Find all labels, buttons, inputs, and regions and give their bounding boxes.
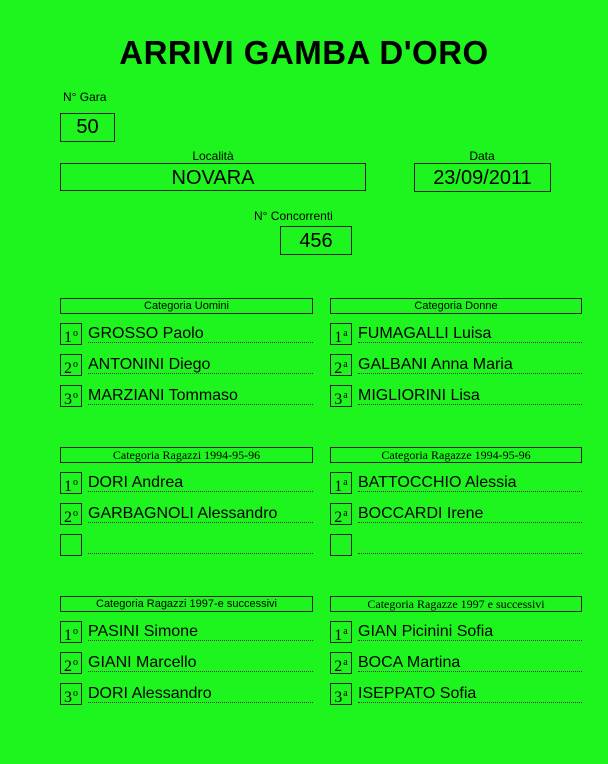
rank-box[interactable] [60,503,82,525]
rank-box[interactable] [60,472,82,494]
rank-number: 2 [334,658,343,675]
rank-ordinal: a [343,390,348,401]
rank-number: 3 [334,689,343,706]
competitor-name[interactable]: DORI Andrea [88,472,313,492]
competitor-name[interactable]: MARZIANI Tommaso [88,385,313,405]
rank-ordinal: o [73,626,78,637]
rank-ordinal: o [73,657,78,668]
rank-ordinal: o [73,477,78,488]
competitor-name[interactable] [88,534,313,554]
competitor-name[interactable]: PASINI Simone [88,621,313,641]
localita-label: Località [192,149,234,163]
rank-box[interactable] [60,621,82,643]
rank-box[interactable] [60,354,82,376]
rank-number: 1 [334,627,343,644]
rank-ordinal: o [73,359,78,370]
rank-box[interactable] [60,652,82,674]
data-field[interactable]: 23/09/2011 [414,163,551,192]
rank-ordinal: a [343,657,348,668]
rank-ordinal: a [343,626,348,637]
rank-box[interactable] [60,534,82,556]
competitor-name[interactable]: MIGLIORINI Lisa [358,385,582,405]
rank-box[interactable] [330,354,352,376]
rank-ordinal: o [73,508,78,519]
rank-box[interactable] [330,503,352,525]
gara-field[interactable]: 50 [60,113,115,142]
competitor-name[interactable]: GROSSO Paolo [88,323,313,343]
rank-box[interactable] [330,472,352,494]
rank-number: 3 [64,391,72,408]
rank-ordinal: a [343,328,348,339]
competitor-name[interactable]: BATTOCCHIO Alessia [358,472,582,492]
rank-number: 2 [64,360,72,377]
rank-box[interactable] [60,385,82,407]
rank-box[interactable] [330,385,352,407]
category-header: Categoria Ragazze 1994-95-96 [330,447,582,463]
rank-ordinal: a [343,359,348,370]
category-header: Categoria Ragazze 1997 e successivi [330,596,582,612]
rank-box[interactable] [330,621,352,643]
localita-field[interactable]: NOVARA [60,163,366,191]
rank-box[interactable] [60,683,82,705]
rank-number: 2 [64,658,72,675]
rank-number: 1 [64,627,72,644]
category-header: Categoria Ragazzi 1997-e successivi [60,596,313,612]
rank-ordinal: o [73,328,78,339]
competitor-name[interactable]: BOCA Martina [358,652,582,672]
competitor-name[interactable] [358,534,582,554]
rank-number: 2 [334,509,343,526]
category-header: Categoria Donne [330,298,582,314]
competitor-name[interactable]: GARBAGNOLI Alessandro [88,503,313,523]
rank-box[interactable] [330,534,352,556]
concorrenti-field[interactable]: 456 [280,226,352,255]
rank-number: 3 [64,689,72,706]
category-header: Categoria Ragazzi 1994-95-96 [60,447,313,463]
competitor-name[interactable]: GIAN Picinini Sofia [358,621,582,641]
rank-box[interactable] [60,323,82,345]
rank-box[interactable] [330,683,352,705]
rank-ordinal: o [73,688,78,699]
competitor-name[interactable]: DORI Alessandro [88,683,313,703]
rank-number: 1 [64,329,72,346]
competitor-name[interactable]: GALBANI Anna Maria [358,354,582,374]
competitor-name[interactable]: ISEPPATO Sofia [358,683,582,703]
rank-ordinal: o [73,390,78,401]
gara-label: N° Gara [63,90,107,104]
rank-ordinal: a [343,477,348,488]
competitor-name[interactable]: FUMAGALLI Luisa [358,323,582,343]
competitor-name[interactable]: BOCCARDI Irene [358,503,582,523]
rank-number: 2 [334,360,343,377]
category-header: Categoria Uomini [60,298,313,314]
rank-box[interactable] [330,323,352,345]
rank-number: 2 [64,509,72,526]
rank-number: 1 [64,478,72,495]
concorrenti-label: N° Concorrenti [254,209,333,223]
rank-ordinal: a [343,688,348,699]
rank-number: 1 [334,478,343,495]
rank-number: 3 [334,391,343,408]
rank-ordinal: a [343,508,348,519]
competitor-name[interactable]: GIANI Marcello [88,652,313,672]
rank-number: 1 [334,329,343,346]
competitor-name[interactable]: ANTONINI Diego [88,354,313,374]
rank-box[interactable] [330,652,352,674]
page-title: ARRIVI GAMBA D'ORO [119,34,489,71]
data-label: Data [469,149,495,163]
